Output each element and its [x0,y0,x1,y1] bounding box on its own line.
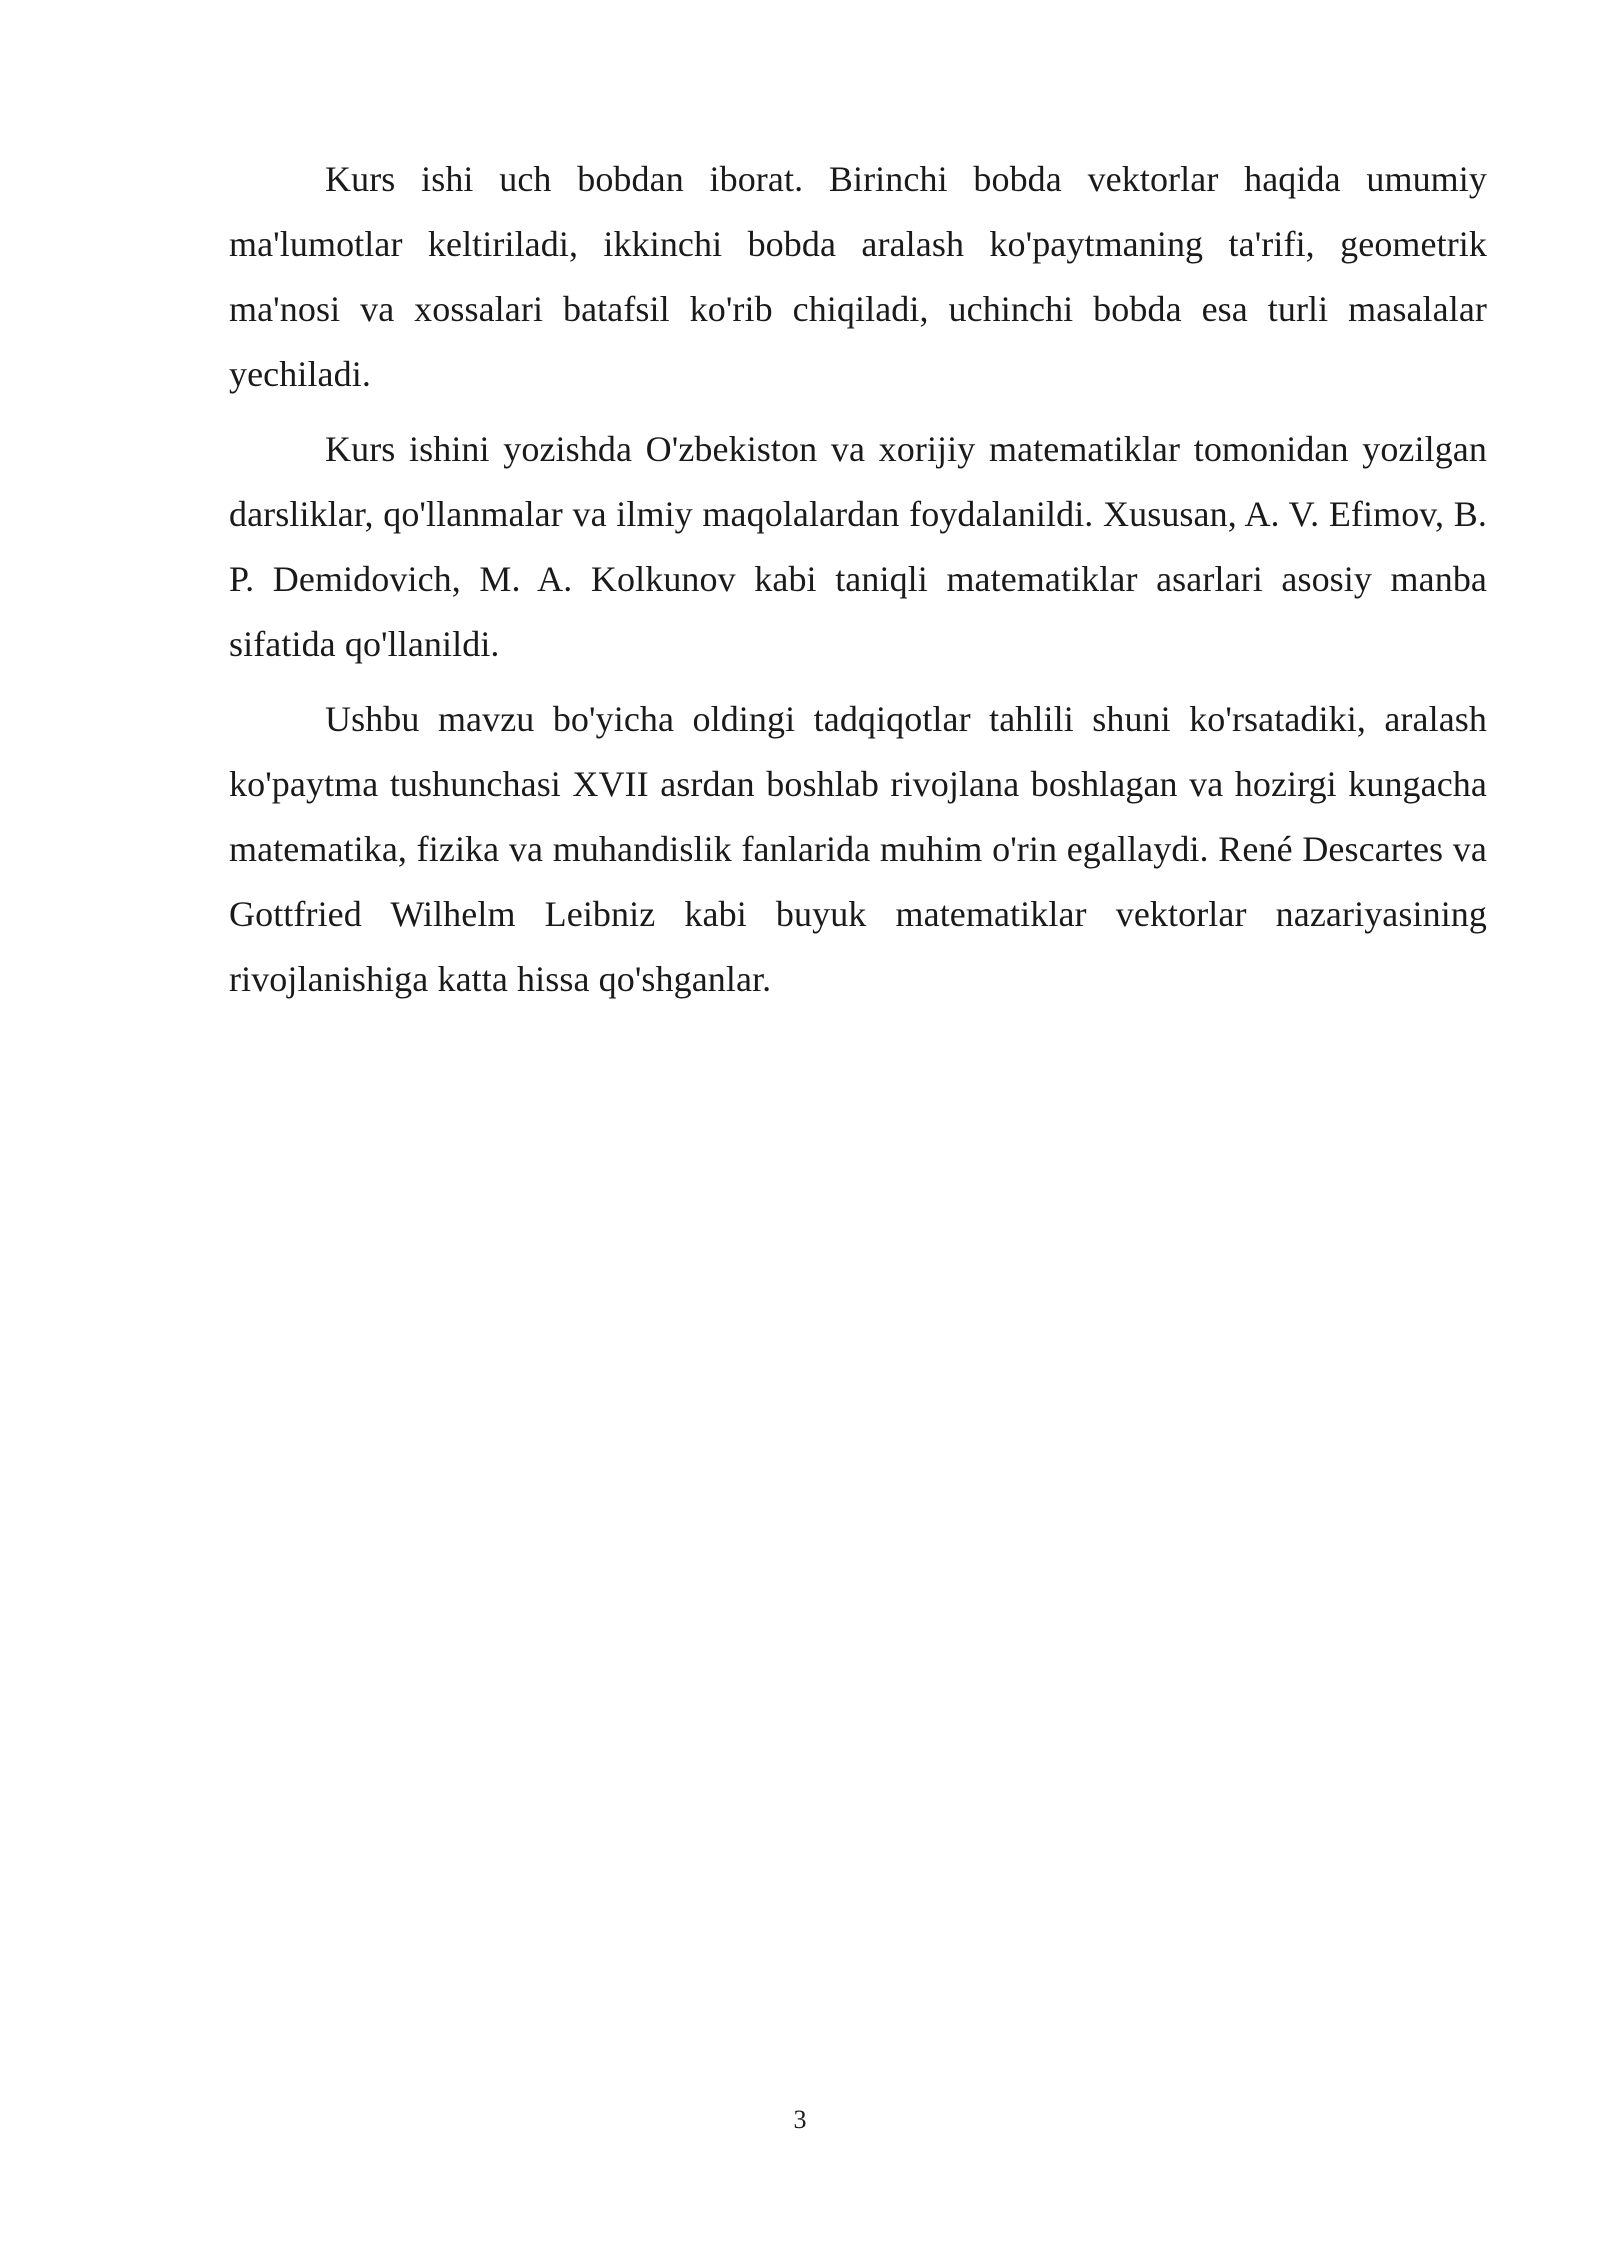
paragraph-2: Kurs ishini yozishda O'zbekiston va xorijiy matematiklar tomonidan yozilgan darsliklar, qo'llanmalar va ilmiy maqolalardan foydalanildi. Xususan, A. V. Efimov, B. P. Demidovich, M. A. Kolkunov kabi taniqli matematiklar asarlari asosiy manba sifatida qo'llanildi. [229,429,1487,664]
paragraph-1: Kurs ishi uch bobdan iborat. Birinchi bobda vektorlar haqida umumiy ma'lumotlar keltiriladi, ikkinchi bobda aralash ko'paytmaning ta'rifi, geometrik ma'nosi va xossalari batafsil ko'rib chiqiladi, uchinchi bobda esa turli masalalar yechiladi. [229,159,1487,394]
page-number: 3 [793,2105,807,2134]
paragraph-3: Ushbu mavzu bo'yicha oldingi tadqiqotlar tahlili shuni ko'rsatadiki, aralash ko'paytma tushunchasi XVII asrdan boshlab rivojlana boshlagan va hozirgi kungacha matematika, fizika va muhandislik fanlarida muhim o'rin egallaydi. René Descartes va Gottfried Wilhelm Leibniz kabi buyuk matematiklar vektorlar nazariyasining rivojlanishiga katta hissa qo'shganlar. [229,699,1487,999]
body-text [229,147,1487,1022]
